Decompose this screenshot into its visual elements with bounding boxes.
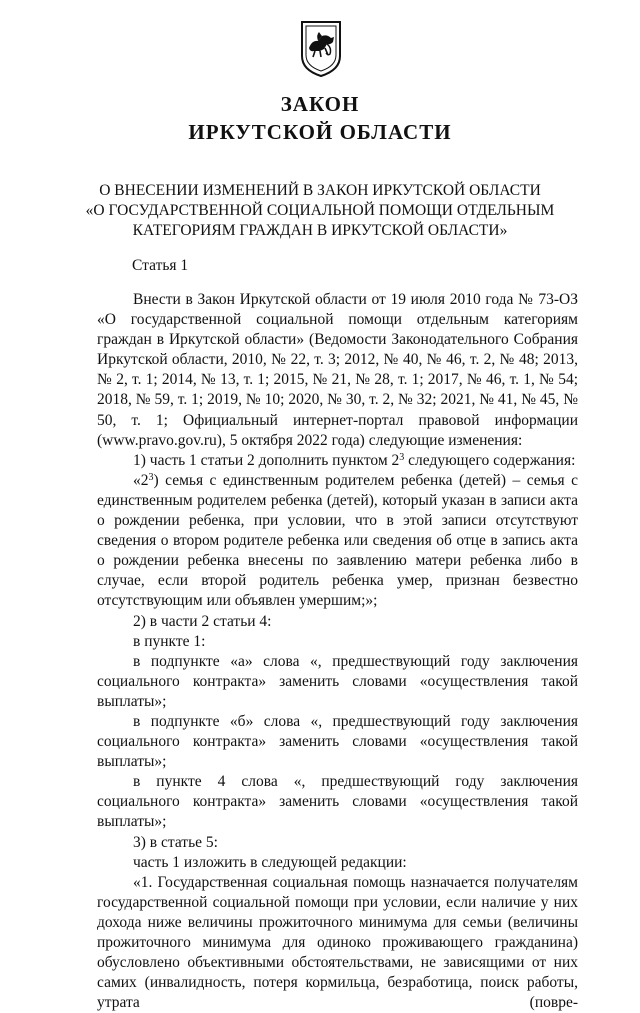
paragraph: в пункте 1: xyxy=(133,632,206,650)
irkutsk-coat-of-arms-icon xyxy=(300,18,342,78)
heading-line: «О ГОСУДАРСТВЕННОЙ СОЦИАЛЬНОЙ ПОМОЩИ ОТДЕЛЬНЫМ xyxy=(85,202,555,219)
paragraph: 1) часть 1 статьи 2 дополнить пунктом $2^3$ следующего содержания: xyxy=(133,451,576,469)
article-label: Статья 1 xyxy=(132,257,189,274)
paragraph: «1. Государственная социальная помощь назначается получателям государственной социальной помощи при условии, если наличие у них дохода ниже величины прожиточного минимума для семьи (величины прожиточного минимума для одиноко проживающего гражданина) обусловлено объективными обстоятельствами, не зависящими от них самих (инвалидность, потеря кормильца, безработица, поиск работы, утрата (повре- xyxy=(97,873,578,1012)
paragraph: часть 1 изложить в следующей редакции: xyxy=(133,853,407,871)
paragraph: в пункте 4 слова «, предшествующий году заключения социального контракта» заменить словами «осуществления такой выплаты»; xyxy=(97,773,578,831)
heading-line: О ВНЕСЕНИИ ИЗМЕНЕНИЙ В ЗАКОН ИРКУТСКОЙ ОБЛАСТИ xyxy=(99,182,541,199)
document-heading xyxy=(60,181,580,241)
heading-line: КАТЕГОРИЯМ ГРАЖДАН В ИРКУТСКОЙ ОБЛАСТИ» xyxy=(132,222,508,239)
law-title: ЗАКОН xyxy=(280,92,360,116)
paragraph: в подпункте «а» слова «, предшествующий году заключения социального контракта» заменить словами «осуществления такой выплаты»; xyxy=(97,652,578,710)
region-title: ИРКУТСКОЙ ОБЛАСТИ xyxy=(188,120,452,144)
paragraph: «$2^3$) семья с единственным родителем ребенка (детей) – семья с единственным родителем ребенка (детей), который указан в записи акта о рождении ребенка, при условии, что в этой записи отсутствуют сведения о втором родителе ребенка или сведения об отце в запись акта о рождении ребенка внесены по заявлению матери ребенка либо в случае, если второй родитель ребенка умер, признан безвестно отсутствующим или объявлен умершим;»; xyxy=(97,471,578,610)
paragraph: 3) в статье 5: xyxy=(133,833,218,851)
paragraph: в подпункте «б» слова «, предшествующий году заключения социального контракта» заменить словами «осуществления такой выплаты»; xyxy=(97,712,578,771)
paragraph: 2) в части 2 статьи 4: xyxy=(133,612,272,630)
paragraph: Внести в Закон Иркутской области от 19 июля 2010 года № 73-ОЗ «О государственной социальной помощи отдельным категориям граждан в Иркутской области» (Ведомости Законодательного Собрания Иркутской области, 2010, № 22, т. 3; 2012, № 40, № 46, т. 2, № 48; 2013, № 2, т. 1; 2014, № 13, т. 1; 2015, № 21, № 28, т. 1; 2017, № 46, т. 1, № 54; 2018, № 59, т. 1; 2019, № 10; 2020, № 30, т. 2, № 32; 2021, № 41, № 45, № 50, т. 1; Официальный интернет-портал правовой информации (www.pravo.gov.ru), 5 октября 2022 года) следующие изменения: xyxy=(97,291,578,449)
